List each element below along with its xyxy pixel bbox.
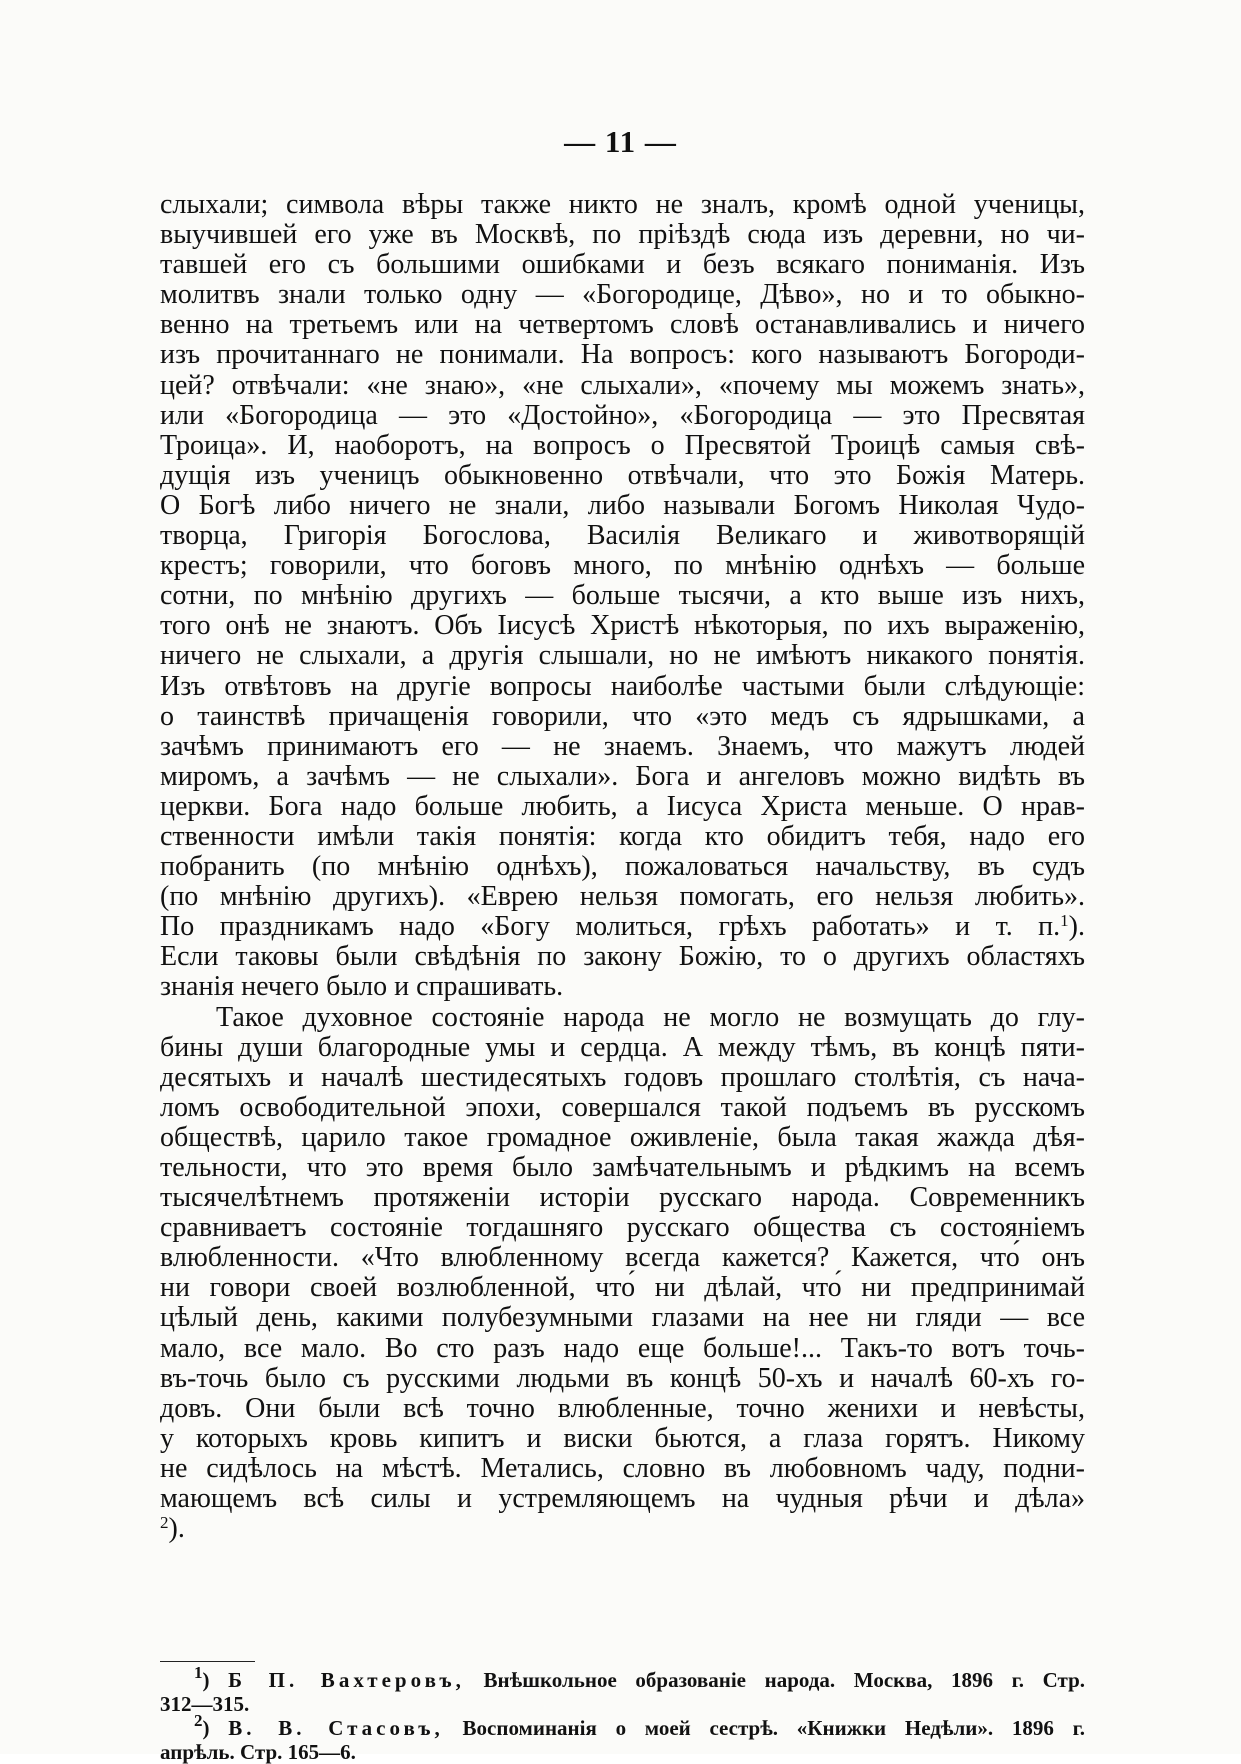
text-line: мало, все мало. Во сто разъ надо еще больше!... Такъ-то вотъ точь- (160, 1332, 1085, 1364)
footnote-ref-1[interactable]: 1 (1060, 911, 1069, 931)
text-line: тавшей его съ большими ошибками и безъ всякаго пониманія. Изъ (160, 249, 1085, 281)
text-line: влюбленности. «Что влюбленному всегда кажется? Кажется, что́ онъ (160, 1242, 1085, 1274)
text-line: знанія нечего было и спрашивать. (160, 971, 564, 1003)
text-line: ничего не слыхали, а другія слышали, но не имѣютъ никакого понятія. (160, 640, 1085, 672)
text-line-with-footnote (160, 1514, 1085, 1544)
text-line: Если таковы были свѣдѣнія по закону Божію, то о другихъ областяхъ (160, 941, 1085, 973)
text-line: Изъ отвѣтовъ на другіе вопросы наиболѣе частыми были слѣдующіе: (160, 670, 1085, 702)
text-line: тысячелѣтнемъ протяженіи исторіи русскаго народа. Современникъ (160, 1182, 1085, 1214)
text-line: десятыхъ и началѣ шестидесятыхъ годовъ прошлаго столѣтія, съ нача- (160, 1061, 1085, 1093)
text-line: о таинствѣ причащенія говорили, что «это медъ съ ядрышками, а (160, 700, 1085, 732)
text-line: творца, Григорія Богослова, Василія Великаго и животворящій (160, 520, 1085, 552)
text-line: ни говори своей возлюбленной, что́ ни дѣлай, что́ ни предпринимай (160, 1272, 1085, 1304)
text-line: довъ. Они были всѣ точно влюбленные, точно женихи и невѣсты, (160, 1392, 1085, 1424)
footnote-2-line-2: апрѣль. Стр. 165—6. (160, 1740, 356, 1764)
text-line: зачѣмъ принимаютъ его — не знаемъ. Знаемъ, что мажутъ людей (160, 730, 1085, 762)
text-line: бины души благородные умы и сердца. А между тѣмъ, въ концѣ пяти- (160, 1031, 1085, 1063)
footnote-2-mark: 2 (194, 1711, 203, 1730)
text-line: дущія изъ ученицъ обыкновенно отвѣчали, что это Божія Матерь. (160, 459, 1085, 491)
text-line: обществѣ, царило такое громадное оживленіе, была такая жажда дѣя- (160, 1121, 1085, 1153)
footnote-1-mark: 1 (194, 1663, 203, 1682)
footnote-2-line-1: $^2$) В. В. Стасовъ, Воспоминанія о моей сестрѣ. «Книжки Недѣли». 1896 г. (194, 1711, 1085, 1740)
text-line-tail: ). (168, 1513, 185, 1545)
footnote-divider (160, 1661, 255, 1662)
text-line: мающемъ всѣ силы и устремляющемъ на чудныя рѣчи и дѣла» (160, 1483, 1085, 1515)
text-line: изъ прочитаннаго не понимали. На вопросъ: кого называютъ Богороди- (160, 339, 1085, 371)
text-line: тельности, что это время было замѣчательнымъ и рѣдкимъ на всемъ (160, 1152, 1085, 1183)
footnote-2-text: Воспоминанія о моей сестрѣ. «Книжки Недѣли». 1896 г. (462, 1716, 1085, 1740)
text-line: Троица». И, наоборотъ, на вопросъ о Пресвятой Троицѣ самыя свѣ- (160, 429, 1085, 461)
text-line: миромъ, а зачѣмъ — не слыхали». Бога и ангеловъ можно видѣть въ (160, 760, 1085, 792)
text-line-with-footnote (160, 912, 1085, 942)
text-line: Такое духовное состояніе народа не могло не возмущать до глу- (216, 1001, 1085, 1033)
footnote-1-line-1: $^1$) Б П. Вахтеровъ, Внѣшкольное образованіе народа. Москва, 1896 г. Стр. (194, 1663, 1085, 1692)
text-line: того онѣ не знаютъ. Объ Іисусѣ Христѣ нѣкоторыя, по ихъ выраженію, (160, 610, 1085, 642)
text-line: выучившей его уже въ Москвѣ, по пріѣздѣ сюда изъ деревни, но чи- (160, 219, 1085, 251)
footnote-1-line-2: 312—315. (160, 1692, 250, 1716)
footnotes (160, 1663, 1085, 1764)
text-line-tail: ). (1068, 911, 1085, 943)
footnote-1-author: Б П. Вахтеровъ, (228, 1668, 465, 1692)
text-line: крестъ; говорили, что боговъ много, по мнѣнію однѣхъ — больше (160, 550, 1085, 582)
text-line: церкви. Бога надо больше любить, а Іисуса Христа меньше. О нрав- (160, 790, 1085, 822)
main-text (160, 190, 1085, 1544)
text-line: побранить (по мнѣнію однѣхъ), пожаловаться начальству, въ судъ (160, 851, 1085, 883)
text-line: сотни, по мнѣнію другихъ — больше тысячи, а кто выше изъ нихъ, (160, 580, 1085, 612)
text-line: цей? отвѣчали: «не знаю», «не слыхали», «почему мы можемъ знать», (160, 369, 1085, 401)
footnote-1-text: Внѣшкольное образованіе народа. Москва, 1896 г. Стр. (483, 1668, 1085, 1692)
text-line: въ-точь было съ русскими людьми въ концѣ 50-хъ и началѣ 60-хъ го- (160, 1362, 1085, 1394)
text-line: или «Богородица — это «Достойно», «Богородица — это Пресвятая (160, 399, 1085, 431)
footnote-2-author: В. В. Стасовъ, (228, 1716, 444, 1740)
text-line-content: По праздникамъ надо «Богу молиться, грѣхъ работать» и т. п. (160, 911, 1061, 943)
text-line: О Богѣ либо ничего не знали, либо называли Богомъ Николая Чудо- (160, 489, 1085, 521)
text-line: у которыхъ кровь кипитъ и виски бьются, а глаза горятъ. Никому (160, 1422, 1085, 1454)
text-line: сравниваетъ состояніе тогдашняго русскаго общества съ состояніемъ (160, 1212, 1085, 1244)
footnote-ref-2[interactable]: 2 (160, 1513, 169, 1533)
text-line: молитвъ знали только одну — «Богородице, Дѣво», но и то обыкно- (160, 279, 1085, 311)
text-line: не сидѣлось на мѣстѣ. Метались, словно въ любовномъ чаду, подни- (160, 1452, 1085, 1484)
text-line: венно на третьемъ или на четвертомъ словѣ останавливались и ничего (160, 309, 1085, 341)
page-number: — 11 — (564, 124, 677, 159)
text-line: ственности имѣли такія понятія: когда кто обидитъ тебя, надо его (160, 820, 1085, 852)
text-line: слыхали; символа вѣры также никто не зналъ, кромѣ одной ученицы, (160, 189, 1085, 220)
text-line: ломъ освободительной эпохи, совершался такой подъемъ въ русскомъ (160, 1091, 1085, 1123)
text-line: (по мнѣнію другихъ). «Еврею нельзя помогать, его нельзя любить». (160, 881, 1085, 913)
text-line: цѣлый день, какими полубезумными глазами на нее ни гляди — все (160, 1302, 1085, 1334)
